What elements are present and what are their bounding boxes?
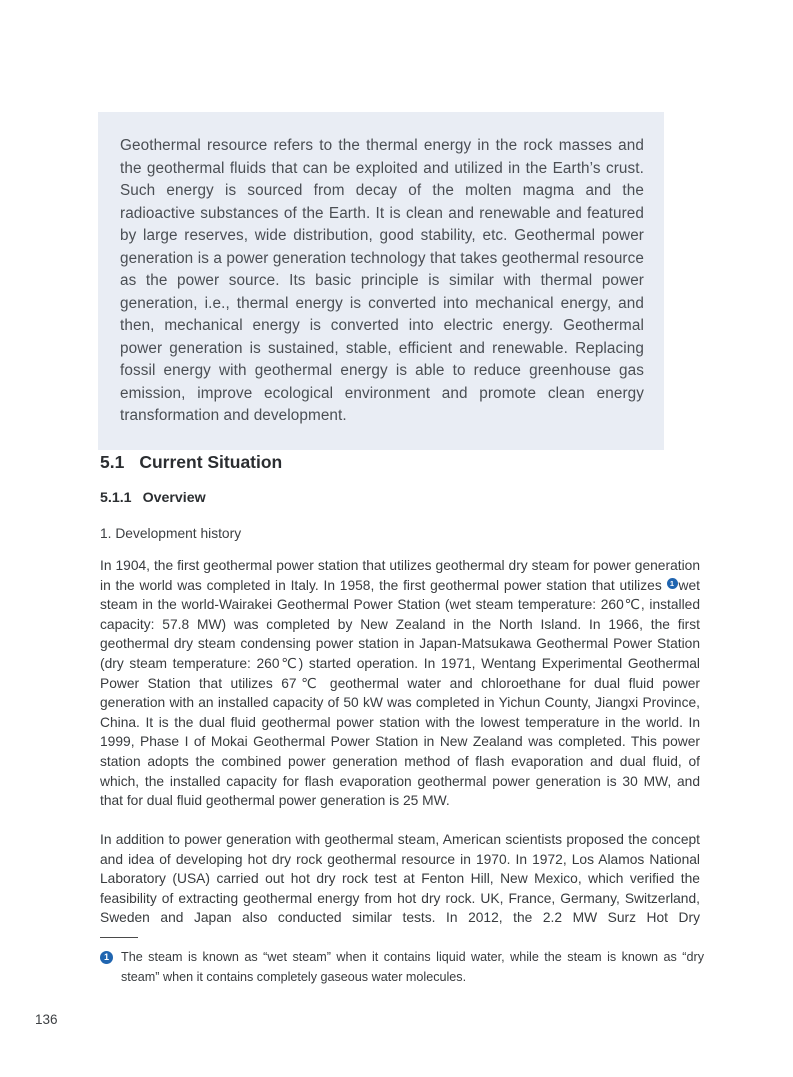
intro-text: Geothermal resource refers to the thermal energy in the rock masses and the geothermal fluids that can be exploited and utilized in the Earth’s crust. Such energy is sourced from decay of the molten magma and the radioactive substances of the Earth. It is clean and renewable and featured by large reserves, wide distribution, good stability, etc. Geothermal power generation is a power generation technology that takes geothermal resource as the power source. Its basic principle is similar with thermal power generation, i.e., thermal energy is converted into mechanical energy, and then, mechanical energy is converted into electric energy. Geothermal power generation is sustained, stable, efficient and renewable. Replacing fossil energy with geothermal energy is able to reduce greenhouse gas emission, improve ecological environment and promote clean energy transformation and development. — [120, 137, 644, 424]
paragraph-hot-dry-rock: In addition to power generation with geothermal steam, American scientists proposed the concept and idea of developing hot dry rock geothermal resource in 1970. In 1972, Los Alamos National Laboratory (USA) carried out hot dry rock test at Fenton Hill, New Mexico, which verified the feasibility of extracting geothermal energy from hot dry rock. UK, France, Germany, Switzerland, Sweden and Japan also conducted similar tests. In 2012, the 2.2 MW Surz Hot Dry — [100, 832, 700, 926]
subsection-number: 5.1.1 — [100, 490, 132, 506]
section-number: 5.1 — [100, 452, 125, 472]
footnote-marker-icon: 1 — [100, 951, 113, 964]
section-heading — [100, 452, 282, 473]
footnote-text: The steam is known as “wet steam” when it contains liquid water, while the steam is known as “dry steam” when it contains completely gaseous water molecules. — [121, 950, 704, 984]
footnote — [100, 948, 704, 987]
paragraph-development-history — [100, 556, 700, 811]
page-number: 136 — [35, 1012, 58, 1027]
intro-highlight-box — [98, 112, 664, 450]
paragraph-text: wet steam in the world-Wairakei Geothermal Power Station (wet steam temperature: 260℃, installed capacity: 57.8 MW) was completed by New Zealand in the North Island. In 1966, the first geothermal dry steam condensing power station in Japan-Matsukawa Geothermal Power Station (dry steam temperature: 260℃) started operation. In 1971, Wentang Experimental Geothermal Power Station that utilizes 67℃ geothermal water and chloroethane for dual fluid power generation with an installed capacity of 50 kW was completed in Yichun County, Jiangxi Province, China. It is the dual fluid geothermal power station with the lowest temperature in the world. In 1999, Phase I of Mokai Geothermal Power Station in New Zealand was completed. This power station adopts the combined power generation method of flash evaporation and dual fluid, of which, the installed capacity for flash evaporation geothermal power generation is 30 MW, and that for dual fluid geothermal power generation is 25 MW. — [100, 577, 700, 809]
subsection-title: Overview — [142, 490, 206, 506]
footnote-separator — [100, 937, 138, 938]
list-heading-development-history: 1. Development history — [100, 526, 242, 541]
section-title: Current Situation — [139, 452, 283, 472]
footnote-reference-icon: 1 — [667, 578, 678, 589]
paragraph-text: In 1904, the first geothermal power station that utilizes geothermal dry steam for power generation in the world was completed in Italy. In 1958, the first geothermal power station that utilizes — [100, 558, 700, 593]
subsection-heading — [100, 490, 206, 506]
